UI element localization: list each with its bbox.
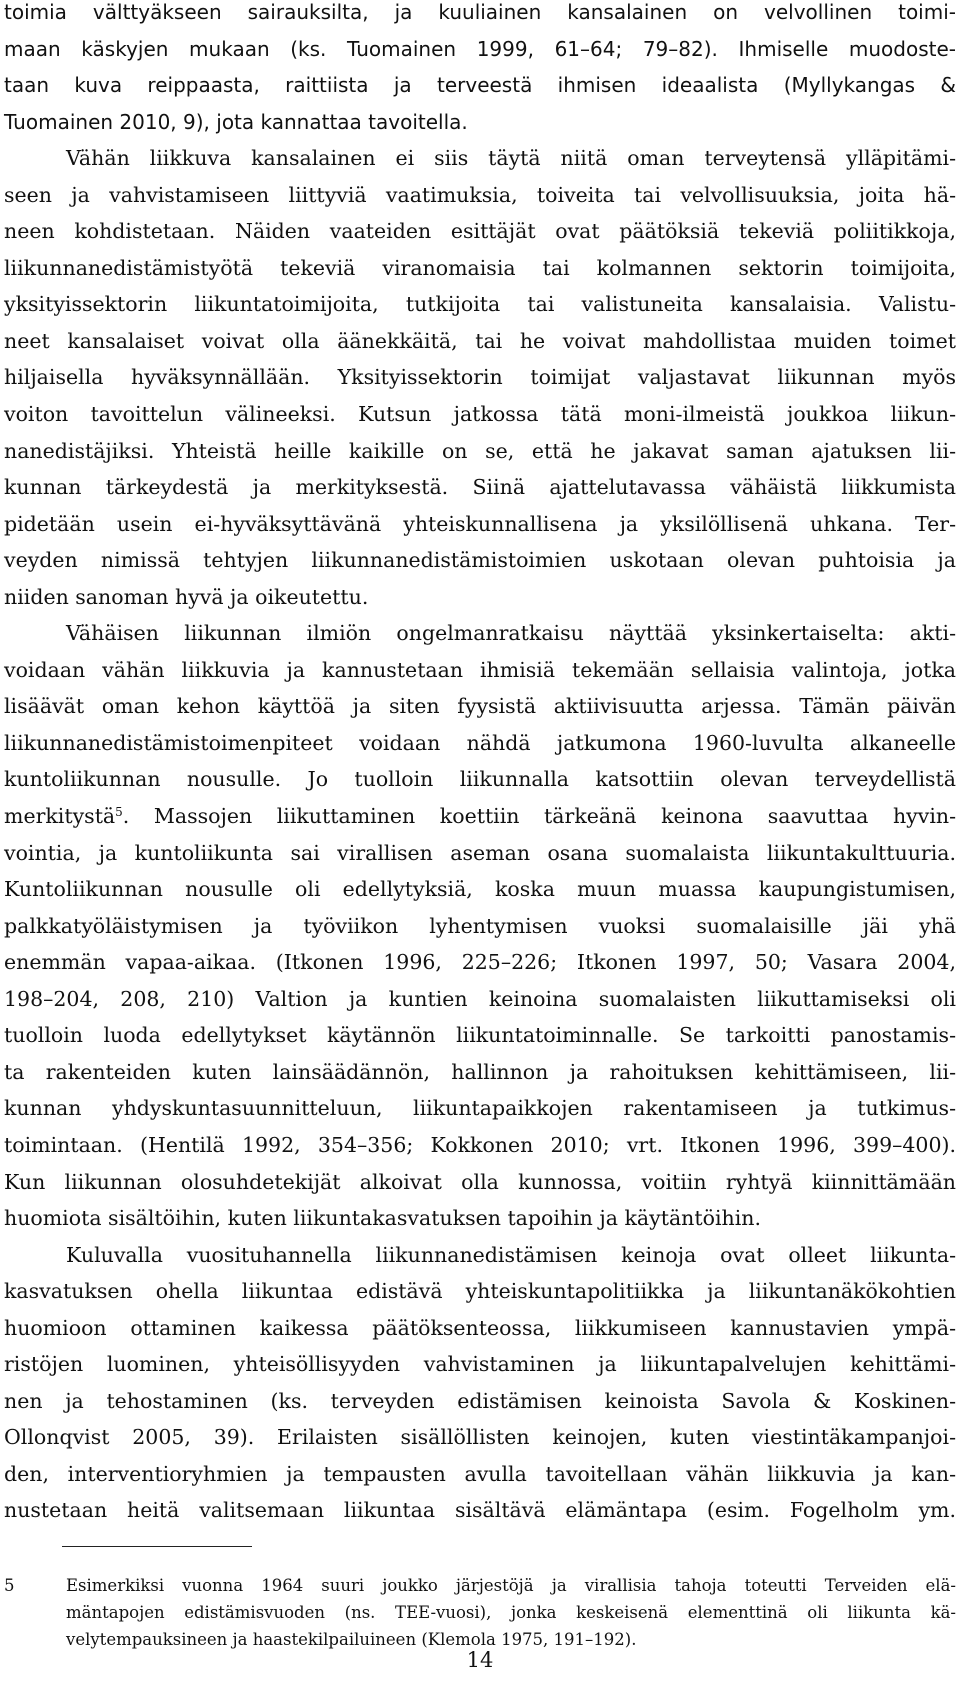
text-line: Kun liikunnan olosuhdetekijät alkoivat olla kunnossa, voitiin ryhtyä kiinnittämään bbox=[4, 1169, 956, 1194]
text-line: voidaan vähän liikkuvia ja kannustetaan ihmisiä tekemään sellaisia valintoja, jotka bbox=[4, 657, 956, 682]
text-line: ta rakenteiden kuten lainsäädännön, hallinnon ja rahoituksen kehittämiseen, lii- bbox=[4, 1059, 956, 1084]
text-line: Vähäisen liikunnan ilmiön ongelmanratkaisu näyttää yksinkertaiselta: akti- bbox=[66, 621, 956, 646]
text-line-with-footnote bbox=[4, 798, 956, 835]
text-line: Kuntoliikunnan nousulle oli edellytyksiä, koska muun muassa kaupungistumisen, bbox=[4, 877, 956, 902]
text-line: kuntoliikunnan nousulle. Jo tuolloin liikunnalla katsottiin olevan terveydellistä bbox=[4, 767, 956, 792]
page-number: 14 bbox=[466, 1648, 494, 1672]
text-line: voiton tavoittelun välineeksi. Kutsun jatkossa tätä moni-ilmeistä joukkoa liikun- bbox=[4, 402, 956, 427]
text-line: tuolloin luoda edellytykset käytännön liikuntatoiminnalle. Se tarkoitti panostamis- bbox=[4, 1023, 956, 1048]
text-line: huomioon ottaminen kaikessa päätöksenteossa, liikkumiseen kannustavien ympä- bbox=[4, 1315, 956, 1340]
text-line: hiljaisella hyväksynnällään. Yksityissektorin toimijat valjastavat liikunnan myös bbox=[4, 365, 956, 390]
text-line: taan kuva reippaasta, raittiista ja terveestä ihmisen ideaalista (Myllykangas & bbox=[4, 73, 956, 98]
text-line: veyden nimissä tehtyjen liikunnanedistämistoimien uskotaan olevan puhtoisia ja bbox=[4, 548, 956, 573]
text-line: nanedistäjiksi. Yhteistä heille kaikille on se, että he jakavat saman ajatuksen lii- bbox=[4, 438, 956, 463]
text-line: pidetään usein ei-hyväksyttävänä yhteiskunnallisena ja yksilöllisenä uhkana. Ter- bbox=[4, 511, 956, 536]
text-line: ristöjen luominen, yhteisöllisyyden vahvistaminen ja liikuntapalvelujen kehittämi- bbox=[4, 1352, 956, 1377]
text-line: nen ja tehostaminen (ks. terveyden edistämisen keinoista Savola & Koskinen- bbox=[4, 1388, 956, 1413]
text-line: den, interventioryhmien ja tempausten avulla tavoitellaan vähän liikkuvia ja kan- bbox=[4, 1461, 956, 1486]
text-line: vointia, ja kuntoliikunta sai virallisen aseman osana suomalaista liikuntakulttuuria. bbox=[4, 840, 956, 865]
text-line: lisäävät oman kehon käyttöä ja siten fyysistä aktiivisuutta arjessa. Tämän päivän bbox=[4, 694, 956, 719]
footnote-line: Esimerkiksi vuonna 1964 suuri joukko järjestöjä ja virallisia tahoja toteutti Terveiden elä- bbox=[66, 1576, 956, 1595]
text-line: toimintaan. (Hentilä 1992, 354–356; Kokkonen 2010; vrt. Itkonen 1996, 399–400). bbox=[4, 1132, 956, 1157]
text-line: kasvatuksen ohella liikuntaa edistävä yhteiskuntapolitiikka ja liikuntanäkökohtien bbox=[4, 1279, 956, 1304]
text-line: palkkatyöläistymisen ja työviikon lyhentymisen vuoksi suomalaisille jäi yhä bbox=[4, 913, 956, 938]
text-line: maan käskyjen mukaan (ks. Tuomainen 1999, 61–64; 79–82). Ihmiselle muodoste- bbox=[4, 36, 956, 61]
text-line: enemmän vapaa-aikaa. (Itkonen 1996, 225–226; Itkonen 1997, 50; Vasara 2004, bbox=[4, 950, 956, 975]
text-line: Kuluvalla vuosituhannella liikunnanedistämisen keinoja ovat olleet liikunta- bbox=[66, 1242, 956, 1267]
body-text bbox=[4, 0, 956, 1529]
footnote-separator bbox=[62, 1546, 252, 1547]
text-line: seen ja vahvistamiseen liittyviä vaatimuksia, toiveita tai velvollisuuksia, joita hä- bbox=[4, 182, 956, 207]
text-line: kunnan yhdyskuntasuunnitteluun, liikuntapaikkojen rakentamiseen ja tutkimus- bbox=[4, 1096, 956, 1121]
text-line: neet kansalaiset voivat olla äänekkäitä, tai he voivat mahdollistaa muiden toimet bbox=[4, 328, 956, 353]
footnote-body bbox=[66, 1572, 956, 1653]
text-line: Vähän liikkuva kansalainen ei siis täytä niitä oman terveytensä ylläpitämi- bbox=[66, 146, 956, 171]
footnote-reference[interactable]: 5 bbox=[115, 805, 123, 820]
footnote-number: 5 bbox=[4, 1576, 15, 1595]
text-line: neen kohdistetaan. Näiden vaateiden esittäjät ovat päätöksiä tekeviä poliitikkoja, bbox=[4, 219, 956, 244]
text-line: nustetaan heitä valitsemaan liikuntaa sisältävä elämäntapa (esim. Fogelholm ym. bbox=[4, 1498, 956, 1523]
footnote bbox=[4, 1572, 956, 1653]
text-line: 198–204, 208, 210) Valtion ja kuntien keinoina suomalaisten liikuttamiseksi oli bbox=[4, 986, 956, 1011]
text-line: liikunnanedistämistoimenpiteet voidaan nähdä jatkumona 1960-luvulta alkaneelle bbox=[4, 730, 956, 755]
text-line: toimia välttyäkseen sairauksilta, ja kuuliainen kansalainen on velvollinen toimi- bbox=[4, 0, 956, 24]
text-line: Ollonqvist 2005, 39). Erilaisten sisällöllisten keinojen, kuten viestintäkampanjoi- bbox=[4, 1425, 956, 1450]
text-line: niiden sanoman hyvä ja oikeutettu. bbox=[4, 584, 369, 609]
text-fragment: . Massojen liikuttaminen koettiin tärkeänä keinona saavuttaa hyvin- bbox=[122, 804, 956, 829]
text-line: huomiota sisältöihin, kuten liikuntakasvatuksen tapoihin ja käytäntöihin. bbox=[4, 1206, 761, 1231]
text-line: kunnan tärkeydestä ja merkityksestä. Siinä ajattelutavassa vähäistä liikkumista bbox=[4, 475, 956, 500]
text-line: Tuomainen 2010, 9), jota kannattaa tavoitella. bbox=[4, 109, 468, 134]
text-line: yksityissektorin liikuntatoimijoita, tutkijoita tai valistuneita kansalaisia. Valistu- bbox=[4, 292, 956, 317]
footnote-line: velytempauksineen ja haastekilpailuineen (Klemola 1975, 191–192). bbox=[66, 1630, 637, 1649]
text-fragment: merkitystä bbox=[4, 804, 116, 829]
text-line: liikunnanedistämistyötä tekeviä viranomaisia tai kolmannen sektorin toimijoita, bbox=[4, 255, 956, 280]
footnote-line: mäntapojen edistämisvuoden (ns. TEE-vuosi), jonka keskeisenä elementtinä oli liikunta kä- bbox=[66, 1603, 956, 1622]
